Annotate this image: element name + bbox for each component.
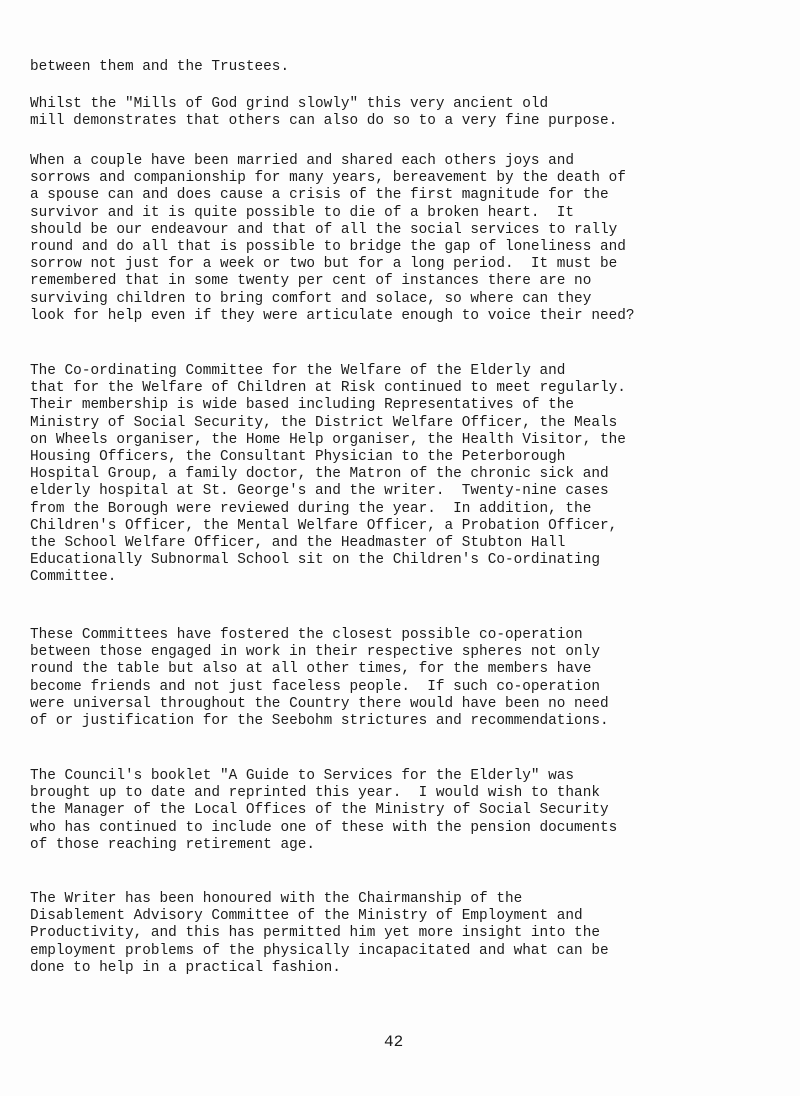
text-line: of those reaching retirement age. [30, 836, 315, 853]
text-line: should be our endeavour and that of all the social services to rally [30, 221, 618, 238]
page-number: 42 [384, 1033, 404, 1051]
text-line: sorrows and companionship for many years, bereavement by the death of [30, 170, 626, 187]
paragraph-mills-of-god [30, 96, 795, 130]
text-line: look for help even if they were articulate enough to voice their need? [30, 307, 635, 324]
text-line: a spouse can and does cause a crisis of the first magnitude for the [30, 187, 609, 204]
text-line: between them and the Trustees. [30, 59, 290, 75]
text-line: Committee. [30, 569, 117, 586]
text-line: who has continued to include one of these with the pension documents [30, 819, 618, 836]
text-line: round the table but also at all other times, for the members have [30, 661, 592, 678]
text-line: Productivity, and this has permitted him yet more insight into the [30, 925, 600, 942]
text-line: the School Welfare Officer, and the Headmaster of Stubton Hall [30, 534, 566, 551]
text-line: These Committees have fostered the closest possible co-operation [30, 627, 583, 643]
text-line: Ministry of Social Security, the District Welfare Officer, the Meals [30, 414, 618, 431]
text-line: The Writer has been honoured with the Chairmanship of the [30, 891, 523, 907]
text-line: on Wheels organiser, the Home Help organiser, the Health Visitor, the [30, 431, 626, 448]
text-line: elderly hospital at St. George's and the writer. Twenty-nine cases [30, 483, 609, 500]
text-line: become friends and not just faceless people. If such co-operation [30, 678, 600, 695]
text-line: Children's Officer, the Mental Welfare Officer, a Probation Officer, [30, 517, 618, 534]
paragraph-council-booklet [30, 768, 795, 854]
text-line: from the Borough were reviewed during the year. In addition, the [30, 500, 592, 517]
text-line: employment problems of the physically incapacitated and what can be [30, 942, 609, 959]
text-line: survivor and it is quite possible to die of a broken heart. It [30, 204, 575, 221]
text-line: that for the Welfare of Children at Risk continued to meet regularly. [30, 380, 626, 397]
text-line: remembered that in some twenty per cent of instances there are no [30, 273, 592, 290]
text-line: Whilst the "Mills of God grind slowly" this very ancient old [30, 96, 549, 112]
text-line: mill demonstrates that others can also do so to a very fine purpose. [30, 113, 618, 130]
paragraph-bereavement [30, 153, 795, 325]
text-line: The Council's booklet "A Guide to Services for the Elderly" was [30, 768, 575, 784]
paragraph-committees-cooperation [30, 627, 795, 730]
paragraph-coordinating-committee [30, 363, 795, 586]
text-line: Their membership is wide based including Representatives of the [30, 397, 575, 414]
text-line: Housing Officers, the Consultant Physician to the Peterborough [30, 448, 566, 465]
text-line: done to help in a practical fashion. [30, 959, 341, 976]
text-line: Hospital Group, a family doctor, the Matron of the chronic sick and [30, 466, 609, 483]
paragraph-disablement-committee [30, 891, 795, 977]
text-line: Educationally Subnormal School sit on the Children's Co-ordinating [30, 552, 600, 569]
text-line: were universal throughout the Country there would have been no need [30, 695, 609, 712]
text-line: between those engaged in work in their respective spheres not only [30, 644, 600, 661]
opening-line [30, 59, 795, 76]
text-line: sorrow not just for a week or two but for a long period. It must be [30, 256, 618, 273]
text-line: The Co-ordinating Committee for the Welfare of the Elderly and [30, 363, 566, 379]
text-line: Disablement Advisory Committee of the Ministry of Employment and [30, 908, 583, 925]
text-line: of or justification for the Seebohm strictures and recommendations. [30, 712, 609, 729]
text-line: the Manager of the Local Offices of the Ministry of Social Security [30, 802, 609, 819]
text-line: surviving children to bring comfort and solace, so where can they [30, 290, 592, 307]
text-line: When a couple have been married and shared each others joys and [30, 153, 575, 169]
text-line: round and do all that is possible to bridge the gap of loneliness and [30, 238, 626, 255]
text-line: brought up to date and reprinted this year. I would wish to thank [30, 785, 600, 802]
